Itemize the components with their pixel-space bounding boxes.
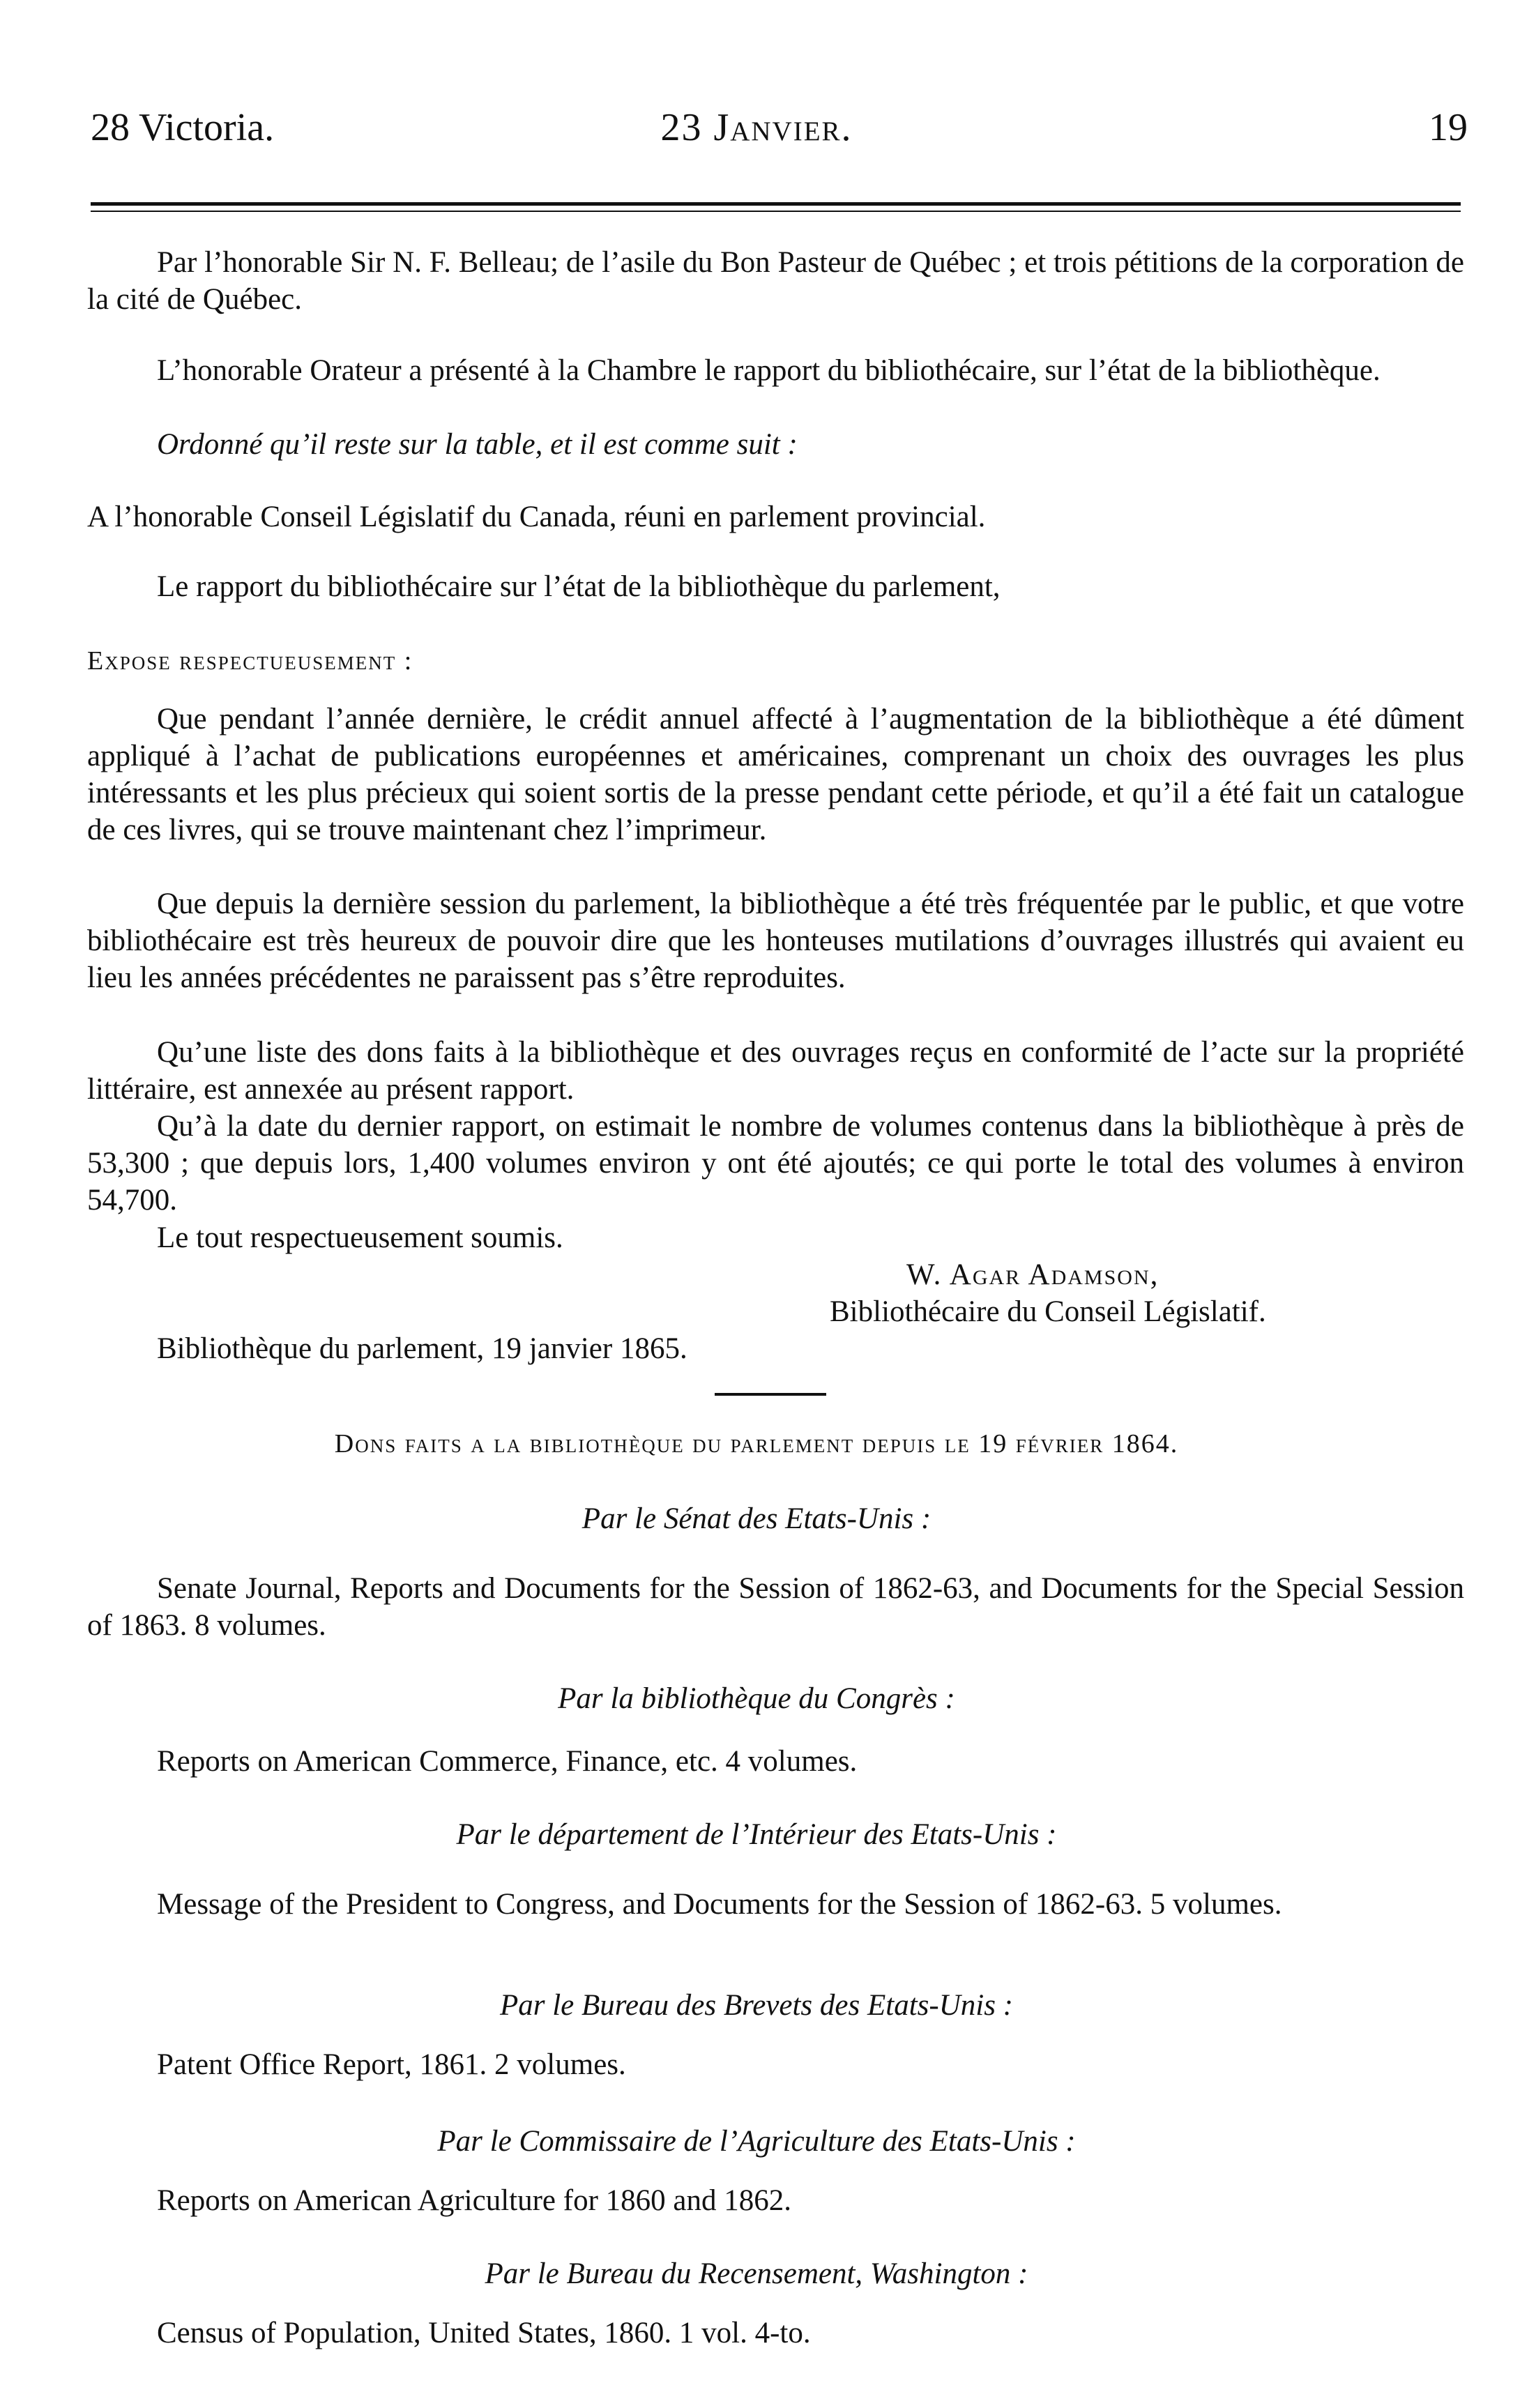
petitions-paragraph: Par l’honorable Sir N. F. Belleau; de l’asile du Bon Pasteur de Québec ; et trois pétitions de la corporation de la cité de Québec. — [87, 246, 1464, 316]
place-date: Bibliothèque du parlement, 19 janvier 1865. — [157, 1332, 687, 1365]
report-paragraph: Que pendant l’année dernière, le crédit annuel affecté à l’augmentation de la bibliothèque a été dûment appliqué à l’achat de publications européennes et américaines, comprenant un choix des ouvrages les plus intéressants et les plus précieux qui soient sortis de la presse pendant cette période, et qu’il a été fait un catalogue de ces livres, qui se trouve maintenant chez l’imprimeur. — [87, 703, 1464, 846]
donor-line: Par le Commissaire de l’Agriculture des Etats-Unis : — [437, 2125, 1076, 2158]
donation-item: Reports on American Agriculture for 1860 and 1862. — [157, 2184, 791, 2217]
header-rule-thin — [91, 211, 1461, 212]
rapport-paragraph: L’honorable Orateur a présenté à la Chambre le rapport du bibliothécaire, sur l’état de la bibliothèque. — [157, 354, 1381, 387]
header-session: 28 Victoria. — [91, 106, 275, 149]
donation-item: Message of the President to Congress, and Documents for the Session of 1862-63. 5 volumes. — [157, 1888, 1282, 1921]
report-address: A l’honorable Conseil Législatif du Canada, réuni en parlement provincial. — [87, 501, 986, 533]
donor-line: Par le Bureau du Recensement, Washington : — [485, 2257, 1028, 2290]
signature-title: Bibliothécaire du Conseil Législatif. — [830, 1295, 1266, 1328]
report-paragraph: Qu’à la date du dernier rapport, on estimait le nombre de volumes contenus dans la bibliothèque à près de 53,300 ; que depuis lors, 1,400 volumes environ y ont été ajoutés; ce qui porte le total des volumes à environ 54,700. — [87, 1110, 1464, 1217]
donor-line: Par le département de l’Intérieur des Etats-Unis : — [456, 1818, 1057, 1851]
donation-item: Census of Population, United States, 1860. 1 vol. 4-to. — [157, 2317, 811, 2349]
dons-heading: Dons faits a la bibliothèque du parlement depuis le 19 février 1864. — [334, 1429, 1179, 1458]
donor-line: Par la bibliothèque du Congrès : — [558, 1682, 955, 1715]
section-separator — [715, 1393, 826, 1396]
ordonne-line — [87, 426, 1464, 463]
donation-item: Senate Journal, Reports and Documents for the Session of 1862-63, and Documents for the Special Session of 1863. 8 volumes. — [87, 1572, 1464, 1642]
donation-item: Patent Office Report, 1861. 2 volumes. — [157, 2048, 626, 2081]
donation-item: Reports on American Commerce, Finance, etc. 4 volumes. — [157, 1745, 858, 1778]
donor-line: Par le Bureau des Brevets des Etats-Unis : — [499, 1989, 1014, 2022]
report-paragraph: Que depuis la dernière session du parlement, la bibliothèque a été très fréquentée par le public, et que votre bibliothécaire est très heureux de pouvoir dire que les honteuses mutilations d’ouvrages illustrés qui avaient eu lieu les années précédentes ne paraissent pas s’être reproduites. — [87, 887, 1464, 994]
page-number: 19 — [1429, 106, 1468, 149]
expose-heading: Expose respectueusement : — [87, 646, 413, 676]
report-paragraph: Le tout respectueusement soumis. — [157, 1221, 563, 1254]
signature-name — [906, 1256, 1159, 1293]
header-date: 23 Janvier. — [660, 106, 853, 149]
header-rule — [91, 202, 1461, 206]
donor-line: Par le Sénat des Etats-Unis : — [581, 1502, 932, 1535]
ordonne-text: Ordonné qu’il reste sur la table, et il est comme suit : — [157, 428, 798, 461]
signature-name-text: W. Agar Adamson, — [906, 1258, 1160, 1291]
report-paragraph: Qu’une liste des dons faits à la bibliothèque et des ouvrages reçus en conformité de l’acte sur la propriété littéraire, est annexée au présent rapport. — [87, 1036, 1464, 1106]
report-opening: Le rapport du bibliothécaire sur l’état de la bibliothèque du parlement, — [157, 570, 1001, 603]
